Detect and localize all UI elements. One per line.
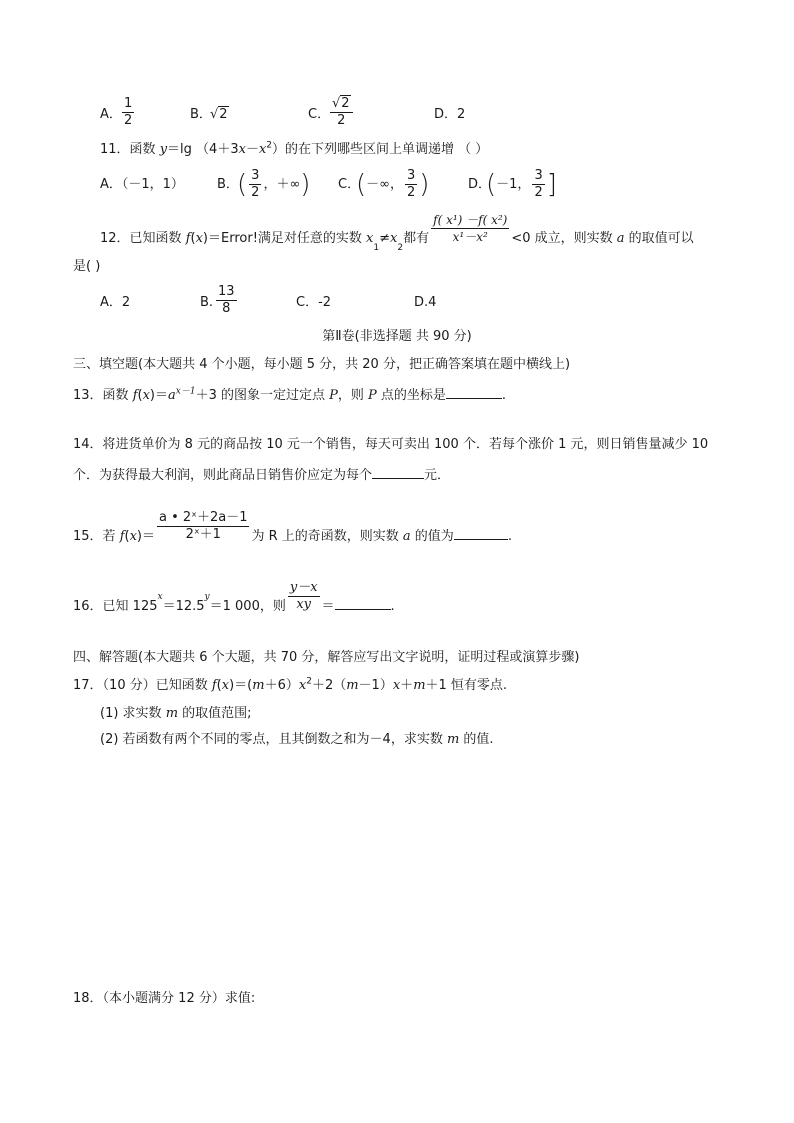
q11-b-num: 3 — [251, 168, 260, 183]
q10-options — [100, 96, 520, 136]
q14-line-2 — [73, 464, 450, 485]
q17-sub2-text-2: 的值. — [459, 732, 494, 747]
q13-eq: ＝ — [155, 388, 169, 403]
section-4-heading: 四、解答题(本大题共 6 个大题，共 70 分，解答应写出文字说明，证明过程或演算步骤) — [73, 650, 580, 665]
q14-line-1: 14．将进货单价为 8 元的商品按 10 元一个销售，每天可卖出 100 个．若每个涨价 1 元，则日销售量减少 10 — [73, 437, 709, 452]
q11-c-head: －∞， — [366, 177, 403, 192]
q10-c-denominator: 2 — [337, 113, 346, 128]
q15-frac-den: 2ˣ＋1 — [185, 527, 221, 542]
q12-text-1: 12．已知函数 — [100, 231, 186, 246]
q13-var-p: P — [329, 388, 338, 403]
q15-text-1: 15．若 — [73, 529, 120, 544]
q10-option-d: D．2 — [434, 107, 466, 122]
q13-period: . — [501, 388, 507, 403]
q10-option-c-label: C． — [308, 107, 331, 122]
q12-text-2: ＝Error!满足对任意的实数 — [208, 231, 367, 246]
q11-d-den: 2 — [534, 185, 543, 200]
q12-option-a: A．2 — [100, 295, 131, 310]
q12-b-den: 8 — [222, 301, 231, 316]
q16-text-3: ＝1 000，则 — [209, 599, 286, 614]
q17-text-1: 17．（10 分）已知函数 — [73, 678, 212, 693]
q17-var-x3: x — [392, 678, 401, 693]
q11-stem — [100, 141, 488, 159]
q13-var-f: f — [132, 388, 138, 403]
q15-var-f: f — [119, 529, 125, 544]
q16-fraction — [288, 580, 320, 613]
q17-text-4: ＋2（ — [311, 678, 347, 693]
q11-d-left-paren: ( — [486, 169, 497, 200]
q11-b-right-paren: ) — [300, 169, 311, 200]
q11-d-fraction — [532, 168, 544, 201]
q15-frac-num: a • 2ˣ＋2a－1 — [159, 510, 248, 525]
q11-text-3: ）的在下列哪些区间上单调递增 （ ） — [272, 142, 489, 157]
q16-answer-blank[interactable] — [335, 595, 391, 610]
q17-var-x: x — [221, 678, 230, 693]
q10-option-b-label: B． — [190, 107, 212, 122]
q16-frac-den: xy — [296, 597, 312, 612]
q11-option-a: A．（－1，1） — [100, 177, 184, 192]
q16-exp-x: x — [157, 591, 163, 602]
q11-options — [100, 166, 560, 206]
q12-option-c: C．-2 — [296, 295, 332, 310]
q11-var-y: y — [159, 142, 168, 157]
q11-text-2: ＝lg （4＋3 — [167, 142, 239, 157]
q16-frac-num: y－x — [289, 580, 318, 595]
q15-answer-blank[interactable] — [454, 525, 508, 540]
q12-neq: ≠ — [379, 231, 391, 246]
q11-minus: － — [245, 142, 259, 157]
q16-period: . — [390, 599, 395, 614]
q11-b-left-paren: ( — [237, 169, 248, 200]
q12-frac-den: x¹－x² — [452, 230, 488, 244]
q12-b-num: 13 — [218, 284, 235, 299]
q12-options — [100, 284, 460, 324]
q17-stem: 17．（10 分）已知函数 $f(x)=(m+6)x^2+2(m-1)x+m+1$ 恒有零点. — [73, 676, 508, 693]
q13-text-4: 点的坐标是 — [376, 388, 446, 403]
q17-sub2-text-1: (2) 若函数有两个不同的零点，且其倒数之和为－4，求实数 — [100, 732, 447, 747]
q12-var-x1: x — [366, 231, 374, 246]
q11-option-d-value — [486, 168, 557, 201]
q13-text-3: ，则 — [337, 388, 369, 403]
q12-var-x: x — [195, 231, 203, 246]
q10-option-b-value: √2 — [210, 107, 228, 122]
q11-c-right-paren: ) — [419, 169, 430, 200]
q17-text-6: ＋1 恒有零点. — [425, 678, 508, 693]
q10-a-numerator: 1 — [124, 96, 133, 111]
q11-b-den: 2 — [251, 185, 260, 200]
q11-option-c-label: C． — [338, 177, 361, 192]
q13-text-2: ＋3 的图象一定过定点 — [195, 388, 330, 403]
q17-sub-2 — [100, 731, 494, 749]
q17-sub2-var-m: m — [446, 732, 460, 747]
q17-exponent: 2 — [306, 676, 312, 687]
q11-d-num: 3 — [534, 168, 543, 183]
q11-option-d-label: D． — [468, 177, 492, 192]
q15-var-a: a — [402, 529, 411, 544]
q11-text-1: 11．函数 — [100, 142, 160, 157]
q13-var-p2: P — [368, 388, 377, 403]
q15-text-2: 为 R 上的奇函数，则实数 — [251, 529, 403, 544]
q13-text-1: 13．函数 — [73, 388, 133, 403]
q11-exponent: 2 — [266, 140, 273, 151]
q11-c-left-paren: ( — [356, 169, 367, 200]
q12-option-d: D.4 — [414, 295, 437, 310]
q13-exponent: x－1 — [175, 386, 196, 397]
q17-text-3: ＋6） — [264, 678, 299, 693]
q17-var-x2: x — [298, 678, 307, 693]
section-2-title: 第Ⅱ卷(非选择题 共 90 分) — [322, 329, 472, 344]
q16-text-1: 16．已知 125 — [73, 599, 158, 614]
q17-var-f: f — [211, 678, 217, 693]
q17-var-m1: m — [252, 678, 265, 693]
q11-var-x2: x — [258, 142, 267, 157]
q15-text-3: 的值为 — [410, 529, 454, 544]
q17-sub-1 — [100, 705, 252, 723]
q11-c-fraction — [405, 168, 417, 201]
q12-option-b-label: B. — [200, 295, 214, 310]
q17-var-m3: m — [413, 678, 426, 693]
q11-c-den: 2 — [407, 185, 416, 200]
q16 — [73, 580, 395, 622]
q13: 13．函数 $f(x)=a^{x-1}+3$ 的图象一定过定点 P，则 P 点的坐标是 . — [73, 384, 506, 405]
q12-text-4: <0 成立，则实数 — [511, 231, 617, 246]
q13-answer-blank[interactable] — [446, 384, 502, 399]
q17-sub1-text-1: (1) 求实数 — [100, 706, 166, 721]
q17-text-2: ＝( — [234, 678, 253, 693]
q17-plus: ＋ — [400, 678, 414, 693]
q17-text-5: －1） — [358, 678, 393, 693]
q11-c-num: 3 — [407, 168, 416, 183]
q10-option-a-fraction — [122, 96, 134, 129]
q17-sub1-var-m: m — [165, 706, 179, 721]
q11-d-right-bracket: ] — [546, 169, 557, 200]
q10-option-c-fraction — [330, 96, 353, 129]
q13-var-x: x — [142, 388, 150, 403]
q11-d-head: －1， — [496, 177, 531, 192]
q14-text-2: 元． — [424, 468, 451, 483]
q10-c-radicand: 2 — [341, 96, 350, 111]
section-3-heading: 三、填空题(本大题共 4 个小题，每小题 5 分，共 20 分，把正确答案填在题中横线上) — [73, 357, 571, 372]
q15: 15．若 f(x)＝ $\frac{\text{a • 2ˣ＋2a－1}}{\text{2ˣ＋1}}$ 为 R 上的奇函数，则实数 a 的值为 . — [73, 510, 512, 544]
q11-b-fraction — [249, 168, 261, 201]
q12-var-a: a — [616, 231, 625, 246]
q18: 18．（本小题满分 12 分）求值: — [73, 991, 256, 1006]
q16-text-2: ＝12.5 — [162, 599, 205, 614]
q15-var-x: x — [129, 529, 137, 544]
q11-option-b-label: B． — [217, 177, 239, 192]
q12-stem: 12．已知函数 f(x)＝Error!满足对任意的实数 $x_1\ne x_2$都有 $\frac{\text{f( x¹) －f( x²)}}{\text{x¹－x²}}$ <0 成立，则实数 a 的取值可以 — [100, 213, 694, 253]
q12-stem-line2: 是( ) — [73, 259, 101, 274]
q17-var-m2: m — [346, 678, 359, 693]
q11-var-x: x — [238, 142, 246, 157]
q12-option-b-fraction — [216, 284, 237, 317]
q12-text-5: 的取值可以 — [624, 231, 694, 246]
q16-eq: ＝ — [321, 599, 335, 614]
q14-answer-blank[interactable] — [372, 464, 424, 479]
q14-text-1: 个．为获得最大利润，则此商品日销售价应定为每个 — [73, 468, 373, 483]
q10-option-a-label: A． — [100, 107, 122, 122]
q10-c-numerator: √2 — [330, 96, 353, 113]
q15-period: . — [507, 529, 512, 544]
q11-option-c-value — [356, 168, 429, 201]
q10-a-denominator: 2 — [124, 113, 133, 128]
q17-sub1-text-2: 的取值范围; — [178, 706, 252, 721]
q12-fraction — [431, 212, 509, 245]
q15-eq: ＝ — [142, 529, 156, 544]
q15-fraction — [157, 510, 249, 543]
q13-var-a: a — [168, 388, 176, 403]
q11-b-tail: ，＋∞ — [263, 177, 301, 192]
q10-b-radicand: 2 — [219, 107, 228, 122]
q16-exp-y: y — [204, 591, 210, 602]
q12-text-3: 都有 — [403, 231, 430, 246]
q12-var-f: f — [185, 231, 191, 246]
q12-frac-num: f( x¹) －f( x²) — [433, 213, 508, 227]
q12-var-x2: x — [390, 231, 398, 246]
q11-option-b-value — [237, 168, 310, 201]
